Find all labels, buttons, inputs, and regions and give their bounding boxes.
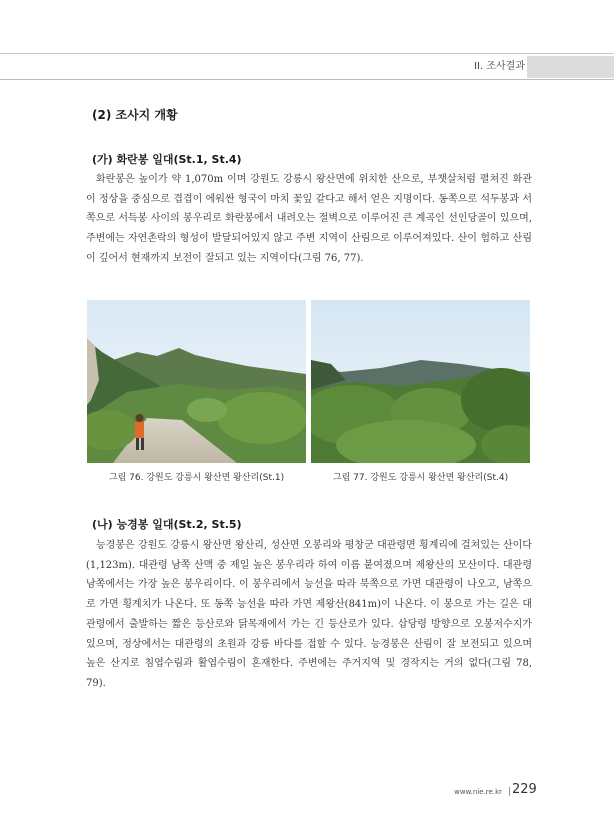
chapter-header: II. 조사결과 — [474, 61, 525, 72]
subsection-title-hwaranbong: (가) 화란봉 일대(St.1, St.4) — [92, 153, 242, 166]
footer-url: www.nie.re.kr — [454, 788, 502, 796]
chapter-tab — [527, 56, 614, 78]
paragraph-neunggyeongbong: 능경봉은 강원도 강릉시 왕산면 왕산리, 성산면 오봉리와 평창군 대관령면 횡계리에 걸쳐있는 산이다(1,123m). 대관령 남쪽 산맥 중 제일 높은 봉우리라 하여 이름 붙여졌으며 제왕산의 모산이다. 대관령 남쪽에서는 가장 높은 봉우리이다. 이 봉우리에서 능선을 따라 북쪽으로 가면 대관령이 나오고, 남쪽으로 가면 횡계치가 나온다. 또 동쪽 능선을 따라 가면 제왕산(841m)이 나온다. 이 봉으로 가는 길은 대관령에서 출발하는 짧은 등산로와 닭목재에서 가는 긴 등산로가 있다. 삽당령 방향으로 오봉저수지가 있으며, 정상에서는 대관령의 초원과 강릉 바다를 접할 수 있다. 능경봉은 산림이 잘 보전되고 있으며 높은 산지로 침엽수림과 활엽수림이 혼재한다. 주변에는 주거지역 및 경작지는 거의 없다(그림 78, 79). — [86, 540, 532, 689]
paragraph-hwaranbong: 화란봉은 높이가 약 1,070m 이며 강원도 강릉시 왕산면에 위치한 산으로, 부챗살처럼 펼쳐진 화관이 정상을 중심으로 겹겹이 에워싼 형국이 마치 꽃잎 같다고 해서 얻은 지명이다. 동쪽으로 석두봉과 서쪽으로 서득봉 사이의 봉우리로 화란봉에서 내려오는 절벽으로 이루어진 큰 계곡인 선인당골이 있으며, 주변에는 자연촌락의 형성이 발달되어있지 않고 주변 지역이 산림으로 이루어져있다. 산이 험하고 산림이 깊어서 현재까지 보전이 잘되고 있는 지역이다(그림 76, 77). — [86, 174, 532, 264]
section-title: (2) 조사지 개황 — [92, 108, 178, 122]
figure-caption-77: 그림 77. 강원도 강릉시 왕산면 왕산리(St.4) — [332, 473, 509, 483]
figure-caption-76: 그림 76. 강원도 강릉시 왕산면 왕산리(St.1) — [108, 473, 285, 483]
header-rule — [0, 79, 614, 80]
top-rule — [0, 53, 614, 54]
footer-separator — [509, 787, 510, 796]
photo-figure-77 — [311, 300, 530, 463]
page-number: 229 — [512, 782, 537, 797]
photo-figure-76 — [87, 300, 306, 463]
subsection-title-neunggyeongbong: (나) 능경봉 일대(St.2, St.5) — [92, 518, 242, 531]
